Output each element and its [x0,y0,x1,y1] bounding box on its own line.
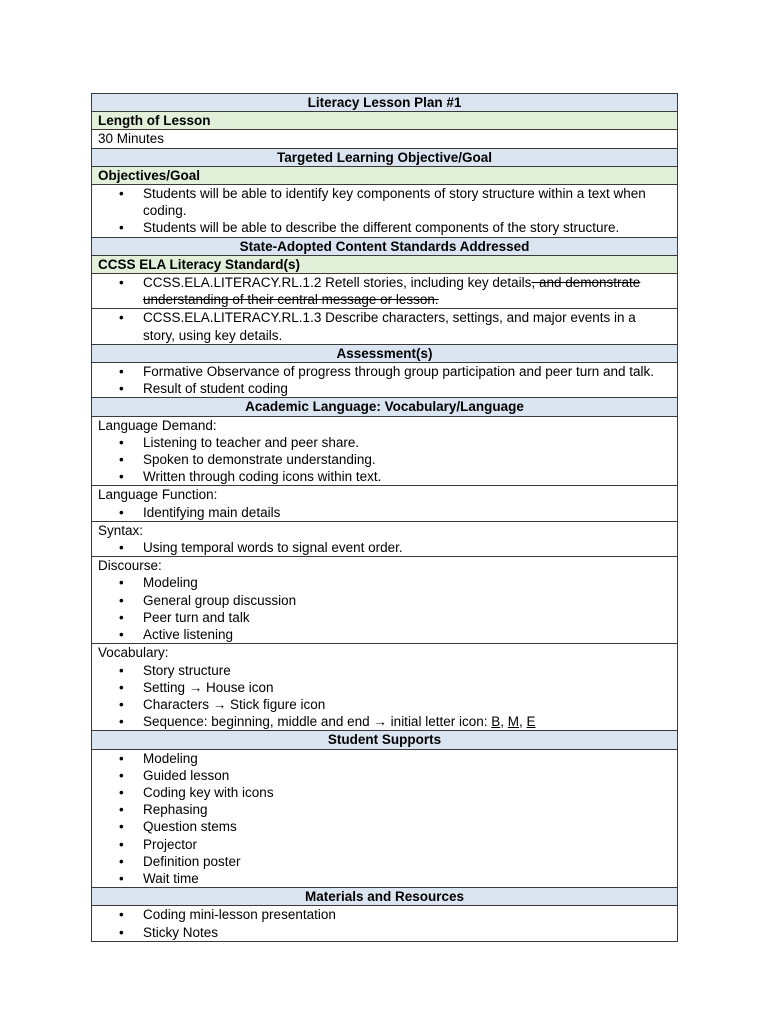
standards-heading: CCSS ELA Literacy Standard(s) [92,255,678,273]
standard-1-list [98,274,671,308]
language-demand-cell [92,416,678,486]
list-item: • Modeling [98,574,671,591]
student-supports-section-header: Student Supports [92,731,678,749]
objectives-list [98,185,671,237]
list-item: • Written through coding icons within text. [98,468,671,485]
list-item: • Students will be able to describe the different components of the story structure. [98,219,671,236]
list-item: • Projector [98,836,671,853]
materials-section-header: Materials and Resources [92,888,678,906]
standard-1-text: CCSS.ELA.LITERACY.RL.1.2 Retell stories, including key details [143,275,532,291]
discourse-list [98,574,671,643]
list-item: • Characters → Stick figure icon [98,696,671,713]
discourse-cell [92,557,678,644]
document-title: Literacy Lesson Plan #1 [92,94,678,112]
length-value: 30 Minutes [92,130,678,148]
list-item [98,713,671,730]
list-item: • CCSS.ELA.LITERACY.RL.1.3 Describe characters, settings, and major events in a story, using key details. [98,309,671,343]
list-item: • Identifying main details [98,504,671,521]
separator: , [519,714,527,730]
list-item: • Coding mini-lesson presentation [98,906,671,923]
separator: , [500,714,508,730]
objective-section-header: Targeted Learning Objective/Goal [92,148,678,166]
list-item: • Setting → House icon [98,679,671,696]
standard-2-list [98,309,671,343]
list-item: • Coding key with icons [98,784,671,801]
vocabulary-cell [92,644,678,731]
list-item: • Rephasing [98,801,671,818]
list-item: • Definition poster [98,853,671,870]
list-item: • Students will be able to identify key components of story structure within a text when coding. [98,185,671,219]
letter-b: B [491,714,501,730]
list-item: • Story structure [98,662,671,679]
syntax-list [98,539,671,556]
list-item: • Sticky Notes [98,924,671,941]
list-item: • Result of student coding [98,380,671,397]
student-supports-list [98,750,671,888]
list-item: • Guided lesson [98,767,671,784]
discourse-label: Discourse: [98,558,162,574]
assessment-list [98,363,671,397]
assessment-section-header: Assessment(s) [92,344,678,362]
list-item: • Formative Observance of progress through group participation and peer turn and talk. [98,363,671,380]
lesson-plan-document [91,93,678,942]
academic-language-section-header: Academic Language: Vocabulary/Language [92,398,678,416]
sequence-text: Sequence: beginning, middle and end → initial letter icon: [143,714,492,730]
materials-list [98,906,671,940]
syntax-label: Syntax: [98,522,144,538]
materials-cell [92,906,678,941]
letter-e: E [526,714,536,730]
list-item: • Using temporal words to signal event order. [98,539,671,556]
list-item [98,274,671,308]
language-demand-label: Language Demand: [98,417,217,433]
language-function-label: Language Function: [98,487,218,503]
letter-m: M [507,714,520,730]
list-item: • Wait time [98,870,671,887]
list-item: • Modeling [98,750,671,767]
student-supports-cell [92,749,678,888]
objectives-heading: Objectives/Goal [92,166,678,184]
standard-1-struck-text: , and demonstrate understanding of their central message or lesson. [143,275,641,308]
language-function-list [98,504,671,521]
syntax-cell [92,521,678,556]
language-function-cell [92,486,678,521]
assessment-cell [92,363,678,398]
standards-section-header: State-Adopted Content Standards Addressed [92,237,678,255]
list-item: • Peer turn and talk [98,609,671,626]
list-item: • Question stems [98,818,671,835]
objectives-cell [92,185,678,238]
language-demand-list [98,434,671,486]
list-item: • Active listening [98,626,671,643]
vocabulary-label: Vocabulary: [98,645,169,661]
list-item: • Spoken to demonstrate understanding. [98,451,671,468]
list-item: • General group discussion [98,592,671,609]
standard-1-cell [92,274,678,309]
lesson-plan-table [91,93,678,942]
length-heading: Length of Lesson [92,112,678,130]
standard-2-cell [92,309,678,344]
list-item: • Listening to teacher and peer share. [98,434,671,451]
vocabulary-list [98,662,671,731]
